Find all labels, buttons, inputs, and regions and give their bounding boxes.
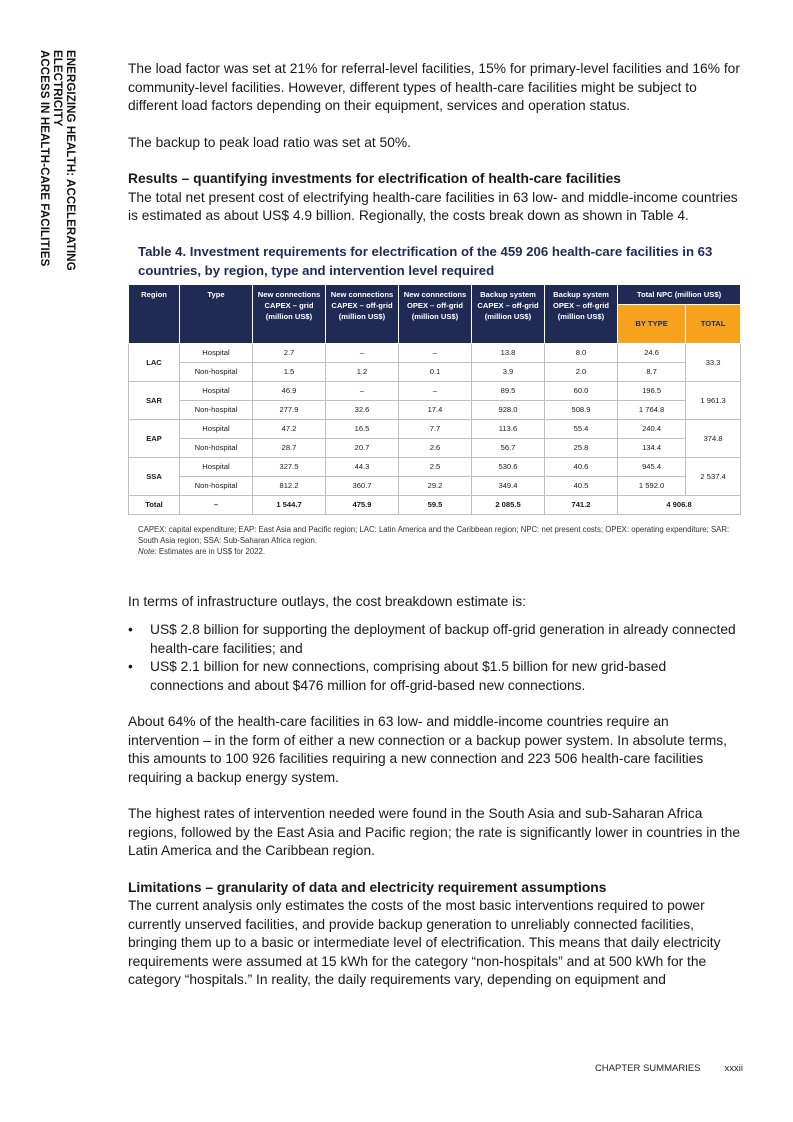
main-content — [128, 60, 743, 990]
value-cell: 46.9 — [253, 381, 326, 400]
running-header-text — [37, 50, 76, 350]
value-cell: 327.5 — [253, 457, 326, 476]
table-row — [129, 381, 741, 400]
value-cell: 60.0 — [545, 381, 618, 400]
total-value-cell: 59.5 — [399, 495, 472, 514]
type-cell: Non-hospital — [180, 400, 253, 419]
value-cell: 349.4 — [472, 476, 545, 495]
value-cell: 29.2 — [399, 476, 472, 495]
table-row — [129, 419, 741, 438]
total-value-cell: – — [180, 495, 253, 514]
value-cell: 1.5 — [253, 362, 326, 381]
list-item — [128, 621, 743, 658]
investment-table — [128, 284, 741, 515]
region-cell: SAR — [129, 381, 180, 419]
running-header-line-1: ENERGIZING HEALTH: ACCELERATING ELECTRICITY — [51, 50, 76, 271]
cost-breakdown-list — [128, 621, 743, 695]
paragraph-total-cost: The total net present cost of electrifying health-care facilities in 63 low- and middle-income countries is estimated as about US$ 4.9 billion. Regionally, the costs break down as shown in Table 4. — [128, 189, 738, 223]
estimates-note — [138, 546, 743, 557]
region-total-cell: 1 961.3 — [686, 381, 741, 419]
value-cell: 530.6 — [472, 457, 545, 476]
value-cell: 56.7 — [472, 438, 545, 457]
value-cell: 1 592.0 — [618, 476, 686, 495]
value-cell: 0.1 — [399, 362, 472, 381]
paragraph-infrastructure: In terms of infrastructure outlays, the cost breakdown estimate is: — [128, 593, 526, 609]
value-cell: 55.4 — [545, 419, 618, 438]
total-label-cell: Total — [129, 495, 180, 514]
table-row — [129, 400, 741, 419]
value-cell: – — [399, 381, 472, 400]
value-cell: 47.2 — [253, 419, 326, 438]
value-cell: 2.0 — [545, 362, 618, 381]
value-cell: 812.2 — [253, 476, 326, 495]
value-cell: 24.6 — [618, 343, 686, 362]
value-cell: 508.9 — [545, 400, 618, 419]
value-cell: 277.9 — [253, 400, 326, 419]
table-row — [129, 343, 741, 362]
value-cell: 113.6 — [472, 419, 545, 438]
bullet-icon: • — [128, 659, 133, 674]
total-value-cell: 1 544.7 — [253, 495, 326, 514]
region-cell: EAP — [129, 419, 180, 457]
table-row — [129, 438, 741, 457]
footer-section: CHAPTER SUMMARIES — [594, 1063, 701, 1074]
type-cell: Hospital — [180, 457, 253, 476]
total-value-cell: 741.2 — [545, 495, 618, 514]
running-header-line-2: ACCESS IN HEALTH-CARE FACILITIES — [38, 50, 50, 267]
value-cell: 13.8 — [472, 343, 545, 362]
type-cell: Non-hospital — [180, 362, 253, 381]
value-cell: 7.7 — [399, 419, 472, 438]
bullet-icon: • — [128, 622, 133, 637]
running-header-vertical — [38, 50, 76, 350]
header-region: Region — [129, 284, 180, 343]
table-notes — [138, 524, 743, 557]
note-label: Note: — [138, 546, 157, 556]
value-cell: 1 764.8 — [618, 400, 686, 419]
value-cell: 20.7 — [326, 438, 399, 457]
region-cell: LAC — [129, 343, 180, 381]
abbreviations-note: CAPEX: capital expenditure; EAP: East Asia and Pacific region; LAC: Latin America and the Caribbean region; NPC: net present costs; OPEX: operating expenditure; SAR: South Asia region; SSA: Sub-Saharan Africa region. — [138, 524, 730, 545]
type-cell: Hospital — [180, 343, 253, 362]
table-body — [129, 343, 741, 514]
region-total-cell: 2 537.4 — [686, 457, 741, 495]
header-grid-capex: New connections CAPEX – grid (million US$) — [253, 284, 326, 343]
header-offgrid-opex: New connections OPEX – off-grid (million US$) — [399, 284, 472, 343]
region-total-cell: 33.3 — [686, 343, 741, 381]
value-cell: 196.5 — [618, 381, 686, 400]
header-total: TOTAL — [686, 304, 741, 343]
region-total-cell: 374.8 — [686, 419, 741, 457]
paragraph-highest-rates: The highest rates of intervention needed were found in the South Asia and sub-Saharan Africa regions, followed by the East Asia and Pacific region; the rate is significantly lower in countries in the Latin America and the Caribbean region. — [128, 806, 740, 858]
page-number: xxxii — [724, 1063, 743, 1074]
value-cell: 3.9 — [472, 362, 545, 381]
value-cell: 360.7 — [326, 476, 399, 495]
value-cell: 8.7 — [618, 362, 686, 381]
header-total-npc: Total NPC (million US$) — [618, 284, 741, 304]
header-by-type: BY TYPE — [618, 304, 686, 343]
page-footer — [571, 1063, 743, 1074]
value-cell: – — [326, 343, 399, 362]
value-cell: – — [399, 343, 472, 362]
value-cell: 240.4 — [618, 419, 686, 438]
value-cell: 25.8 — [545, 438, 618, 457]
paragraph-limitations: The current analysis only estimates the costs of the most basic interventions required to power currently unserved facilities, and provide backup generation to unreliably connected facilities, bringing them up to a basic or intermediate level of electrification. This means that daily electricity requirements were assumed at 15 kWh for the category “non-hospitals” and at 500 kWh for the category “hospitals.” In reality, the daily requirements vary, depending on equipment and — [128, 898, 721, 987]
total-value-cell: 475.9 — [326, 495, 399, 514]
paragraph-intervention-share: About 64% of the health-care facilities in 63 low- and middle-income countries require an intervention – in the form of either a new connection or a backup power system. In absolute terms, this amounts to 100 926 facilities requiring a new connection and 223 506 health-care facilities requiring a backup energy system. — [128, 714, 727, 785]
value-cell: 928.0 — [472, 400, 545, 419]
list-item-text: US$ 2.8 billion for supporting the deployment of backup off-grid generation in already connected health-care facilities; and — [150, 622, 736, 656]
list-item-text: US$ 2.1 billion for new connections, comprising about $1.5 billion for new grid-based connections and about $476 million for off-grid-based new connections. — [150, 659, 667, 693]
header-backup-opex: Backup system OPEX – off-grid (million US$) — [545, 284, 618, 343]
total-row — [129, 495, 741, 514]
note-text: Estimates are in US$ for 2022. — [158, 546, 265, 556]
value-cell: 134.4 — [618, 438, 686, 457]
table-row — [129, 362, 741, 381]
value-cell: 40.5 — [545, 476, 618, 495]
header-offgrid-capex: New connections CAPEX – off-grid (million US$) — [326, 284, 399, 343]
value-cell: 2.6 — [399, 438, 472, 457]
type-cell: Non-hospital — [180, 476, 253, 495]
paragraph-load-factor: The load factor was set at 21% for referral-level facilities, 15% for primary-level facilities and 16% for community-level facilities. However, different types of health-care facilities might be subject to different load factors depending on their equipment, services and operation status. — [128, 61, 740, 113]
region-cell: SSA — [129, 457, 180, 495]
value-cell: 16.5 — [326, 419, 399, 438]
value-cell: 8.0 — [545, 343, 618, 362]
total-value-cell: 2 085.5 — [472, 495, 545, 514]
type-cell: Hospital — [180, 381, 253, 400]
header-type: Type — [180, 284, 253, 343]
table-4 — [138, 242, 743, 557]
value-cell: 17.4 — [399, 400, 472, 419]
heading-limitations: Limitations – granularity of data and electricity requirement assumptions — [128, 879, 607, 895]
value-cell: 945.4 — [618, 457, 686, 476]
value-cell: 2.5 — [399, 457, 472, 476]
value-cell: 89.5 — [472, 381, 545, 400]
table-row — [129, 476, 741, 495]
heading-results: Results – quantifying investments for electrification of health-care facilities — [128, 171, 621, 186]
value-cell: 2.7 — [253, 343, 326, 362]
value-cell: 28.7 — [253, 438, 326, 457]
paragraph-backup-ratio: The backup to peak load ratio was set at 50%. — [128, 134, 412, 150]
value-cell: 40.6 — [545, 457, 618, 476]
list-item — [128, 658, 743, 695]
type-cell: Hospital — [180, 419, 253, 438]
type-cell: Non-hospital — [180, 438, 253, 457]
table-caption: Table 4. Investment requirements for electrification of the 459 206 health-care facilities in 63 countries, by region, type and intervention level required — [138, 243, 713, 278]
table-row — [129, 457, 741, 476]
value-cell: 32.6 — [326, 400, 399, 419]
value-cell: 44.3 — [326, 457, 399, 476]
value-cell: 1.2 — [326, 362, 399, 381]
total-value-cell: 4 906.8 — [618, 495, 741, 514]
header-backup-capex: Backup system CAPEX – off-grid (million US$) — [472, 284, 545, 343]
value-cell: – — [326, 381, 399, 400]
